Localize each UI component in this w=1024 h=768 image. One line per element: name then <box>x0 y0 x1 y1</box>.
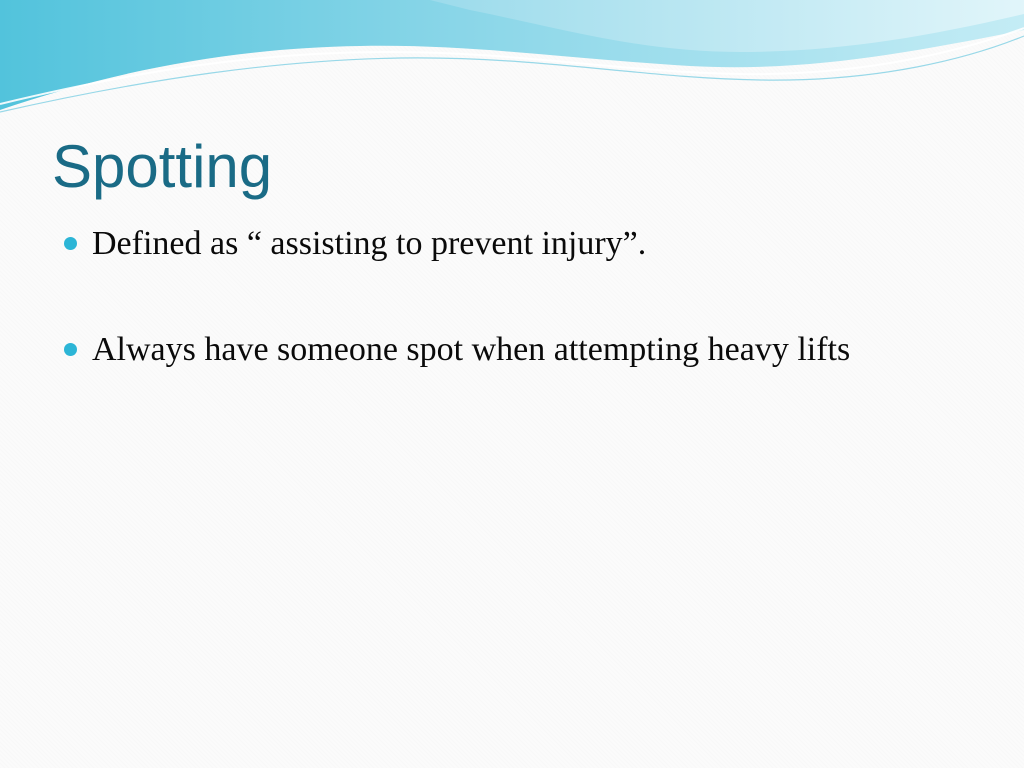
bullet-text: Defined as “ assisting to prevent injury”. <box>92 225 647 262</box>
bullet-list <box>64 222 1014 372</box>
decorative-wave-header <box>0 0 1024 120</box>
slide-title: Spotting <box>52 133 273 200</box>
bullet-item <box>64 328 1014 372</box>
bullet-dot-icon <box>64 237 77 250</box>
bullet-dot-icon <box>64 343 77 356</box>
bullet-item <box>64 222 1014 266</box>
bullet-text: Always have someone spot when attempting heavy lifts <box>92 331 851 368</box>
